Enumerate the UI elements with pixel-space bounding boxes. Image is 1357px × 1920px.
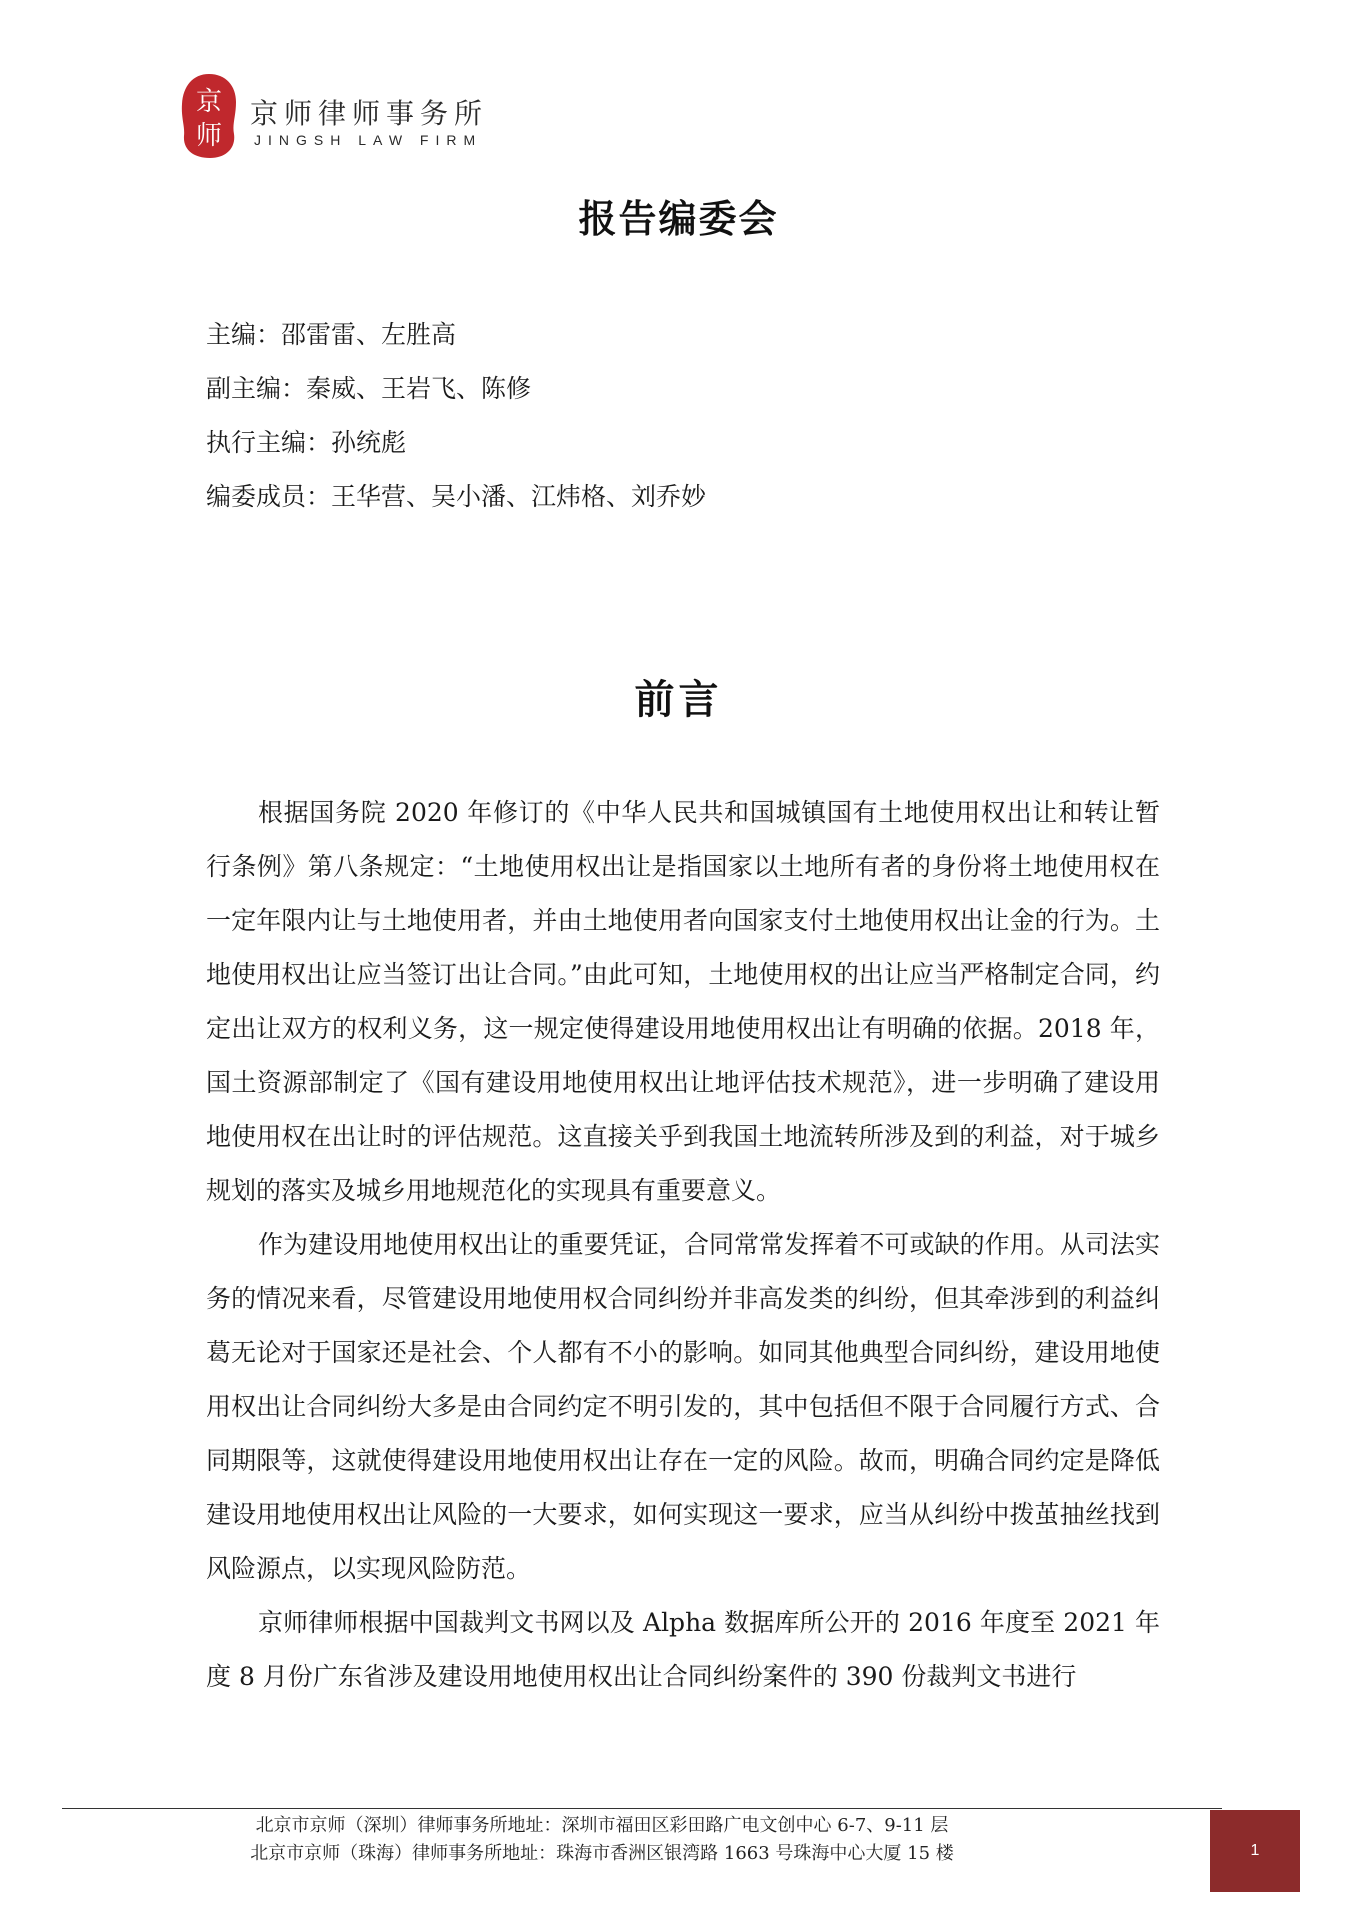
- firm-name-en: JINGSH LAW FIRM: [254, 132, 483, 148]
- footer-address-zhuhai: 北京市京师（珠海）律师事务所地址：珠海市香洲区银湾路 1663 号珠海中心大厦 15 楼: [250, 1843, 954, 1864]
- committee-executive-editor: 执行主编：孙统彪: [206, 428, 407, 457]
- committee-deputy-editor: 副主编：秦威、王岩飞、陈修: [206, 374, 532, 403]
- footer-address-shenzhen: 北京市京师（深圳）律师事务所地址：深圳市福田区彩田路广电文创中心 6-7、9-11 层: [255, 1815, 949, 1836]
- preface-paragraph: 京师律师根据中国裁判文书网以及 Alpha 数据库所公开的 2016 年度至 2021 年度 8 月份广东省涉及建设用地使用权出让合同纠纷案件的 390 份裁判文书进行: [206, 1608, 1160, 1691]
- footer-address: [62, 1812, 1142, 1868]
- preface-title: 前言: [634, 677, 723, 723]
- footer-divider: [62, 1808, 1222, 1809]
- seal-char-bottom: 师: [195, 121, 223, 151]
- firm-logo: [178, 72, 558, 160]
- page-number: 1: [1210, 1810, 1300, 1892]
- preface-body: [206, 786, 1160, 1704]
- seal-icon: [178, 72, 240, 160]
- committee-chief-editor: 主编：邵雷雷、左胜高: [206, 320, 457, 349]
- firm-name-cn: 京师律师事务所: [250, 97, 489, 130]
- preface-paragraph: 作为建设用地使用权出让的重要凭证，合同常常发挥着不可或缺的作用。从司法实务的情况来看，尽管建设用地使用权合同纠纷并非高发类的纠纷，但其牵涉到的利益纠葛无论对于国家还是社会、个人都有不小的影响。如同其他典型合同纠纷，建设用地使用权出让合同纠纷大多是由合同约定不明引发的，其中包括但不限于合同履行方式、合同期限等，这就使得建设用地使用权出让存在一定的风险。故而，明确合同约定是降低建设用地使用权出让风险的一大要求，如何实现这一要求，应当从纠纷中拨茧抽丝找到风险源点，以实现风险防范。: [206, 1230, 1160, 1583]
- preface-paragraph: 根据国务院 2020 年修订的《中华人民共和国城镇国有土地使用权出让和转让暂行条例》第八条规定：“土地使用权出让是指国家以土地所有者的身份将土地使用权在一定年限内让与土地使用者，并由土地使用者向国家支付土地使用权出让金的行为。土地使用权出让应当签订出让合同。”由此可知，土地使用权的出让应当严格制定合同，约定出让双方的权利义务，这一规定使得建设用地使用权出让有明确的依据。2018 年，国土资源部制定了《国有建设用地使用权出让地评估技术规范》，进一步明确了建设用地使用权在出让时的评估规范。这直接关乎到我国土地流转所涉及到的利益，对于城乡规划的落实及城乡用地规范化的实现具有重要意义。: [206, 798, 1160, 1205]
- committee-title: 报告编委会: [578, 197, 779, 241]
- committee-members: 编委成员：王华营、吴小潘、江炜格、刘乔妙: [206, 482, 707, 511]
- seal-char-top: 京: [195, 87, 223, 117]
- committee-list: [206, 308, 1166, 524]
